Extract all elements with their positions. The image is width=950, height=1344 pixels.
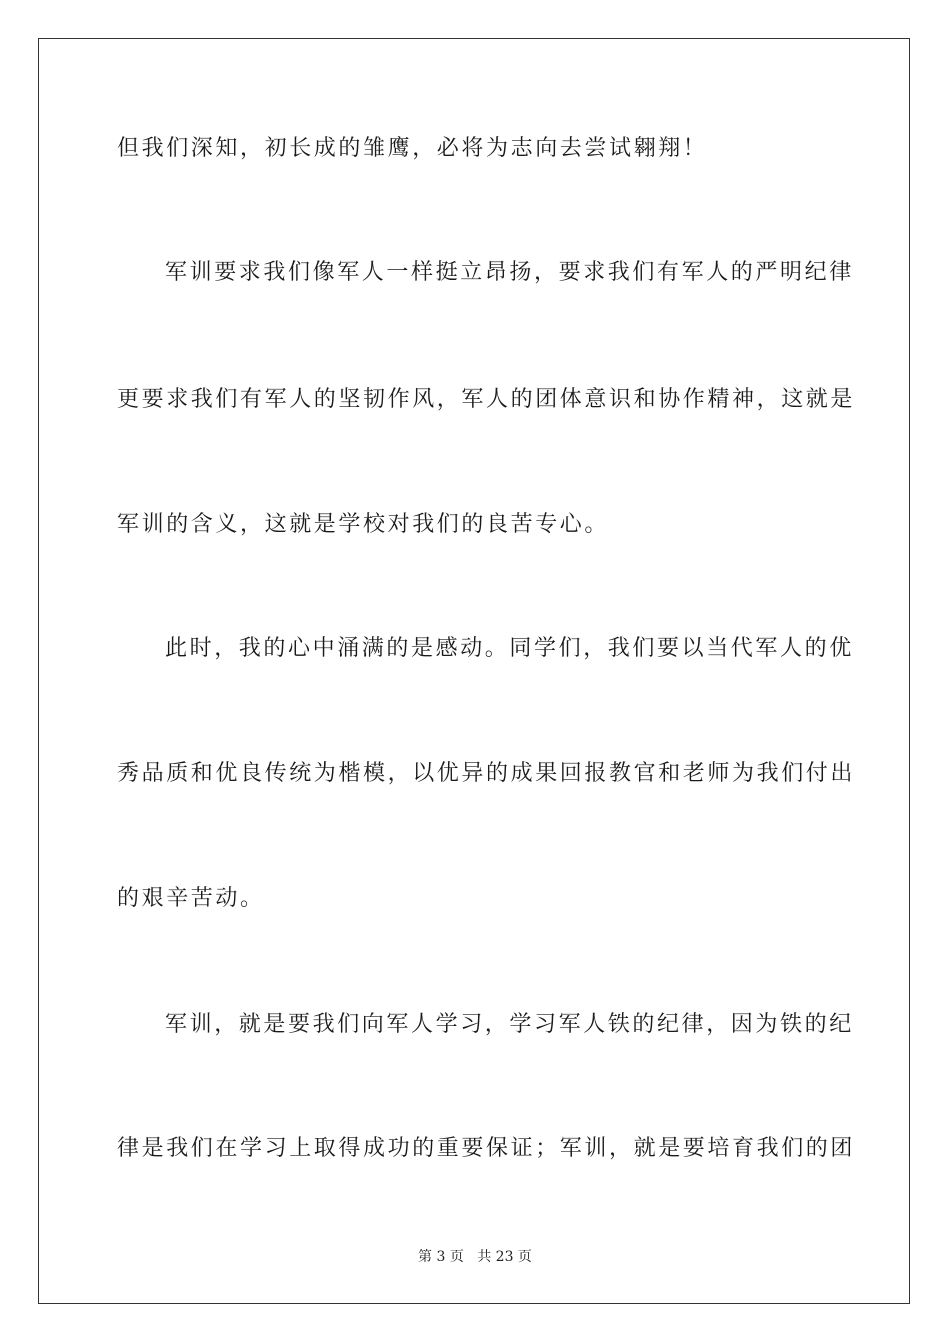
page-total: 共 23 页 — [477, 1249, 532, 1265]
page-number: 第 3 页 — [418, 1249, 464, 1265]
text-line: 的艰辛苦动。 — [117, 886, 265, 911]
page-footer — [0, 1247, 950, 1267]
page-frame — [38, 38, 910, 1304]
paragraph-first-line: 军训，就是要我们向军人学习，学习军人铁的纪律，因为铁的纪 — [165, 1012, 854, 1037]
paragraph-first-line: 军训要求我们像军人一样挺立昂扬，要求我们有军人的严明纪律 — [165, 260, 854, 285]
text-line: 秀品质和优良传统为楷模，以优异的成果回报教官和老师为我们付出 — [117, 761, 856, 786]
text-line: 军训的含义，这就是学校对我们的良苦专心。 — [117, 512, 610, 537]
paragraph-first-line: 此时，我的心中涌满的是感动。同学们，我们要以当代军人的优 — [165, 636, 854, 661]
text-line: 但我们深知，初长成的雏鹰，必将为志向去尝试翱翔！ — [117, 136, 708, 161]
text-line: 更要求我们有军人的坚韧作风，军人的团体意识和协作精神，这就是 — [117, 387, 856, 412]
text-line: 律是我们在学习上取得成功的重要保证；军训，就是要培育我们的团 — [117, 1136, 856, 1161]
